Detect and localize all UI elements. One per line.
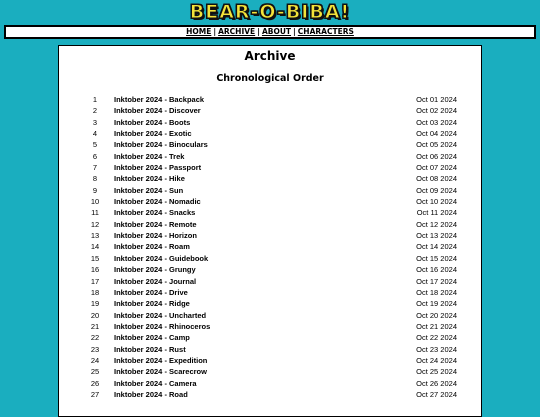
row-number: 12 bbox=[90, 219, 100, 229]
row-number: 8 bbox=[92, 174, 98, 184]
row-number: 4 bbox=[92, 129, 98, 139]
row-date: Oct 07 2024 bbox=[416, 163, 457, 173]
comic-title-link[interactable]: Inktober 2024 - Exotic bbox=[114, 129, 192, 139]
nav-archive-link[interactable]: ARCHIVE bbox=[218, 27, 256, 36]
comic-title-link[interactable]: Inktober 2024 - Boots bbox=[114, 117, 191, 127]
row-number: 24 bbox=[90, 355, 100, 365]
archive-row[interactable] bbox=[59, 230, 481, 241]
row-date: Oct 02 2024 bbox=[416, 106, 457, 116]
archive-row[interactable] bbox=[59, 321, 481, 332]
row-number: 10 bbox=[90, 197, 100, 207]
row-date: Oct 14 2024 bbox=[416, 242, 457, 252]
row-number: 26 bbox=[90, 378, 100, 388]
comic-title-link[interactable]: Inktober 2024 - Ridge bbox=[114, 299, 190, 309]
comic-title-link[interactable]: Inktober 2024 - Road bbox=[114, 389, 188, 399]
row-number: 5 bbox=[92, 140, 98, 150]
archive-row[interactable] bbox=[59, 139, 481, 150]
archive-row[interactable] bbox=[59, 366, 481, 377]
row-number: 13 bbox=[90, 231, 100, 241]
archive-row[interactable] bbox=[59, 355, 481, 366]
comic-title-link[interactable]: Inktober 2024 - Trek bbox=[114, 151, 185, 161]
row-number: 7 bbox=[92, 163, 98, 173]
archive-row[interactable] bbox=[59, 264, 481, 275]
comic-title-link[interactable]: Inktober 2024 - Guidebook bbox=[114, 253, 209, 263]
row-date: Oct 08 2024 bbox=[416, 174, 457, 184]
archive-row[interactable] bbox=[59, 94, 481, 105]
row-date: Oct 17 2024 bbox=[416, 276, 457, 286]
archive-row[interactable] bbox=[59, 207, 481, 218]
comic-title-link[interactable]: Inktober 2024 - Camp bbox=[114, 333, 190, 343]
row-number: 9 bbox=[92, 185, 98, 195]
row-date: Oct 22 2024 bbox=[416, 333, 457, 343]
row-date: Oct 05 2024 bbox=[416, 140, 457, 150]
site-logo[interactable]: BEAR-O-BIBA! bbox=[189, 1, 351, 23]
row-date: Oct 20 2024 bbox=[416, 310, 457, 320]
row-number: 11 bbox=[91, 208, 99, 218]
row-date: Oct 03 2024 bbox=[416, 117, 457, 127]
archive-row[interactable] bbox=[59, 389, 481, 400]
row-date: Oct 04 2024 bbox=[416, 129, 457, 139]
top-nav bbox=[4, 25, 536, 39]
archive-row[interactable] bbox=[59, 378, 481, 389]
row-date: Oct 06 2024 bbox=[416, 151, 457, 161]
comic-title-link[interactable]: Inktober 2024 - Journal bbox=[114, 276, 197, 286]
archive-row[interactable] bbox=[59, 185, 481, 196]
comic-title-link[interactable]: Inktober 2024 - Rust bbox=[114, 344, 186, 354]
row-date: Oct 09 2024 bbox=[416, 185, 457, 195]
comic-title-link[interactable]: Inktober 2024 - Camera bbox=[114, 378, 197, 388]
archive-row[interactable] bbox=[59, 241, 481, 252]
comic-title-link[interactable]: Inktober 2024 - Nomadic bbox=[114, 197, 201, 207]
row-date: Oct 18 2024 bbox=[416, 287, 457, 297]
archive-row[interactable] bbox=[59, 219, 481, 230]
row-date: Oct 13 2024 bbox=[416, 231, 457, 241]
row-number: 2 bbox=[92, 106, 98, 116]
row-date: Oct 21 2024 bbox=[416, 321, 457, 331]
row-number: 23 bbox=[90, 344, 100, 354]
comic-title-link[interactable]: Inktober 2024 - Rhinoceros bbox=[114, 321, 211, 331]
row-date: Oct 12 2024 bbox=[416, 219, 457, 229]
nav-home-link[interactable]: HOME bbox=[186, 27, 212, 36]
archive-row[interactable] bbox=[59, 253, 481, 264]
archive-row[interactable] bbox=[59, 117, 481, 128]
row-number: 25 bbox=[90, 367, 100, 377]
nav-separator: | bbox=[213, 27, 217, 36]
row-date: Oct 15 2024 bbox=[416, 253, 457, 263]
archive-list bbox=[59, 94, 481, 400]
row-number: 16 bbox=[90, 265, 100, 275]
archive-row[interactable] bbox=[59, 162, 481, 173]
comic-title-link[interactable]: Inktober 2024 - Horizon bbox=[114, 231, 197, 241]
row-number: 14 bbox=[90, 242, 100, 252]
comic-title-link[interactable]: Inktober 2024 - Scarecrow bbox=[114, 367, 207, 377]
archive-row[interactable] bbox=[59, 105, 481, 116]
archive-row[interactable] bbox=[59, 310, 481, 321]
row-number: 1 bbox=[92, 95, 98, 104]
page-subtitle: Chronological Order bbox=[216, 73, 324, 84]
row-date: Oct 19 2024 bbox=[416, 299, 457, 309]
archive-row[interactable] bbox=[59, 344, 481, 355]
archive-row[interactable] bbox=[59, 196, 481, 207]
row-number: 22 bbox=[90, 333, 100, 343]
row-number: 27 bbox=[90, 389, 100, 399]
row-date: Oct 10 2024 bbox=[416, 197, 457, 207]
archive-row[interactable] bbox=[59, 128, 481, 139]
comic-title-link[interactable]: Inktober 2024 - Backpack bbox=[114, 95, 205, 104]
nav-about-link[interactable]: ABOUT bbox=[261, 27, 292, 36]
row-number: 21 bbox=[90, 321, 100, 331]
comic-title-link[interactable]: Inktober 2024 - Hike bbox=[114, 174, 185, 184]
row-date: Oct 11 2024 bbox=[416, 208, 457, 218]
row-number: 3 bbox=[92, 117, 98, 127]
comic-title-link[interactable]: Inktober 2024 - Remote bbox=[114, 219, 197, 229]
archive-row[interactable] bbox=[59, 173, 481, 184]
comic-title-link[interactable]: Inktober 2024 - Grungy bbox=[114, 265, 196, 275]
row-date: Oct 26 2024 bbox=[416, 378, 457, 388]
comic-title-link[interactable]: Inktober 2024 - Discover bbox=[114, 106, 201, 116]
comic-title-link[interactable]: Inktober 2024 - Roam bbox=[114, 242, 190, 252]
nav-separator: | bbox=[293, 27, 296, 36]
page-title: Archive bbox=[244, 49, 296, 63]
archive-row[interactable] bbox=[59, 332, 481, 343]
row-number: 19 bbox=[90, 299, 100, 309]
nav-separator: | bbox=[257, 27, 260, 36]
row-number: 20 bbox=[90, 310, 100, 320]
row-date: Oct 25 2024 bbox=[416, 367, 457, 377]
archive-row[interactable] bbox=[59, 276, 481, 287]
comic-title-link[interactable]: Inktober 2024 - Expedition bbox=[114, 355, 208, 365]
row-number: 17 bbox=[90, 276, 100, 286]
row-date: Oct 16 2024 bbox=[416, 265, 457, 275]
comic-title-link[interactable]: Inktober 2024 - Drive bbox=[114, 287, 188, 297]
archive-row[interactable] bbox=[59, 298, 481, 309]
row-number: 6 bbox=[92, 151, 98, 161]
nav-characters-link[interactable]: CHARACTERS bbox=[297, 27, 354, 36]
archive-row[interactable] bbox=[59, 151, 481, 162]
comic-title-link[interactable]: Inktober 2024 - Sun bbox=[114, 185, 184, 195]
archive-panel bbox=[58, 45, 482, 417]
comic-title-link[interactable]: Inktober 2024 - Uncharted bbox=[114, 310, 207, 320]
row-date: Oct 24 2024 bbox=[416, 355, 457, 365]
archive-row[interactable] bbox=[59, 287, 481, 298]
row-number: 18 bbox=[90, 287, 100, 297]
comic-title-link[interactable]: Inktober 2024 - Binoculars bbox=[114, 140, 208, 150]
row-date: Oct 23 2024 bbox=[416, 344, 457, 354]
row-date: Oct 01 2024 bbox=[416, 95, 457, 104]
row-number: 15 bbox=[90, 253, 100, 263]
comic-title-link[interactable]: Inktober 2024 - Snacks bbox=[114, 208, 196, 218]
row-date: Oct 27 2024 bbox=[416, 389, 457, 399]
comic-title-link[interactable]: Inktober 2024 - Passport bbox=[114, 163, 202, 173]
